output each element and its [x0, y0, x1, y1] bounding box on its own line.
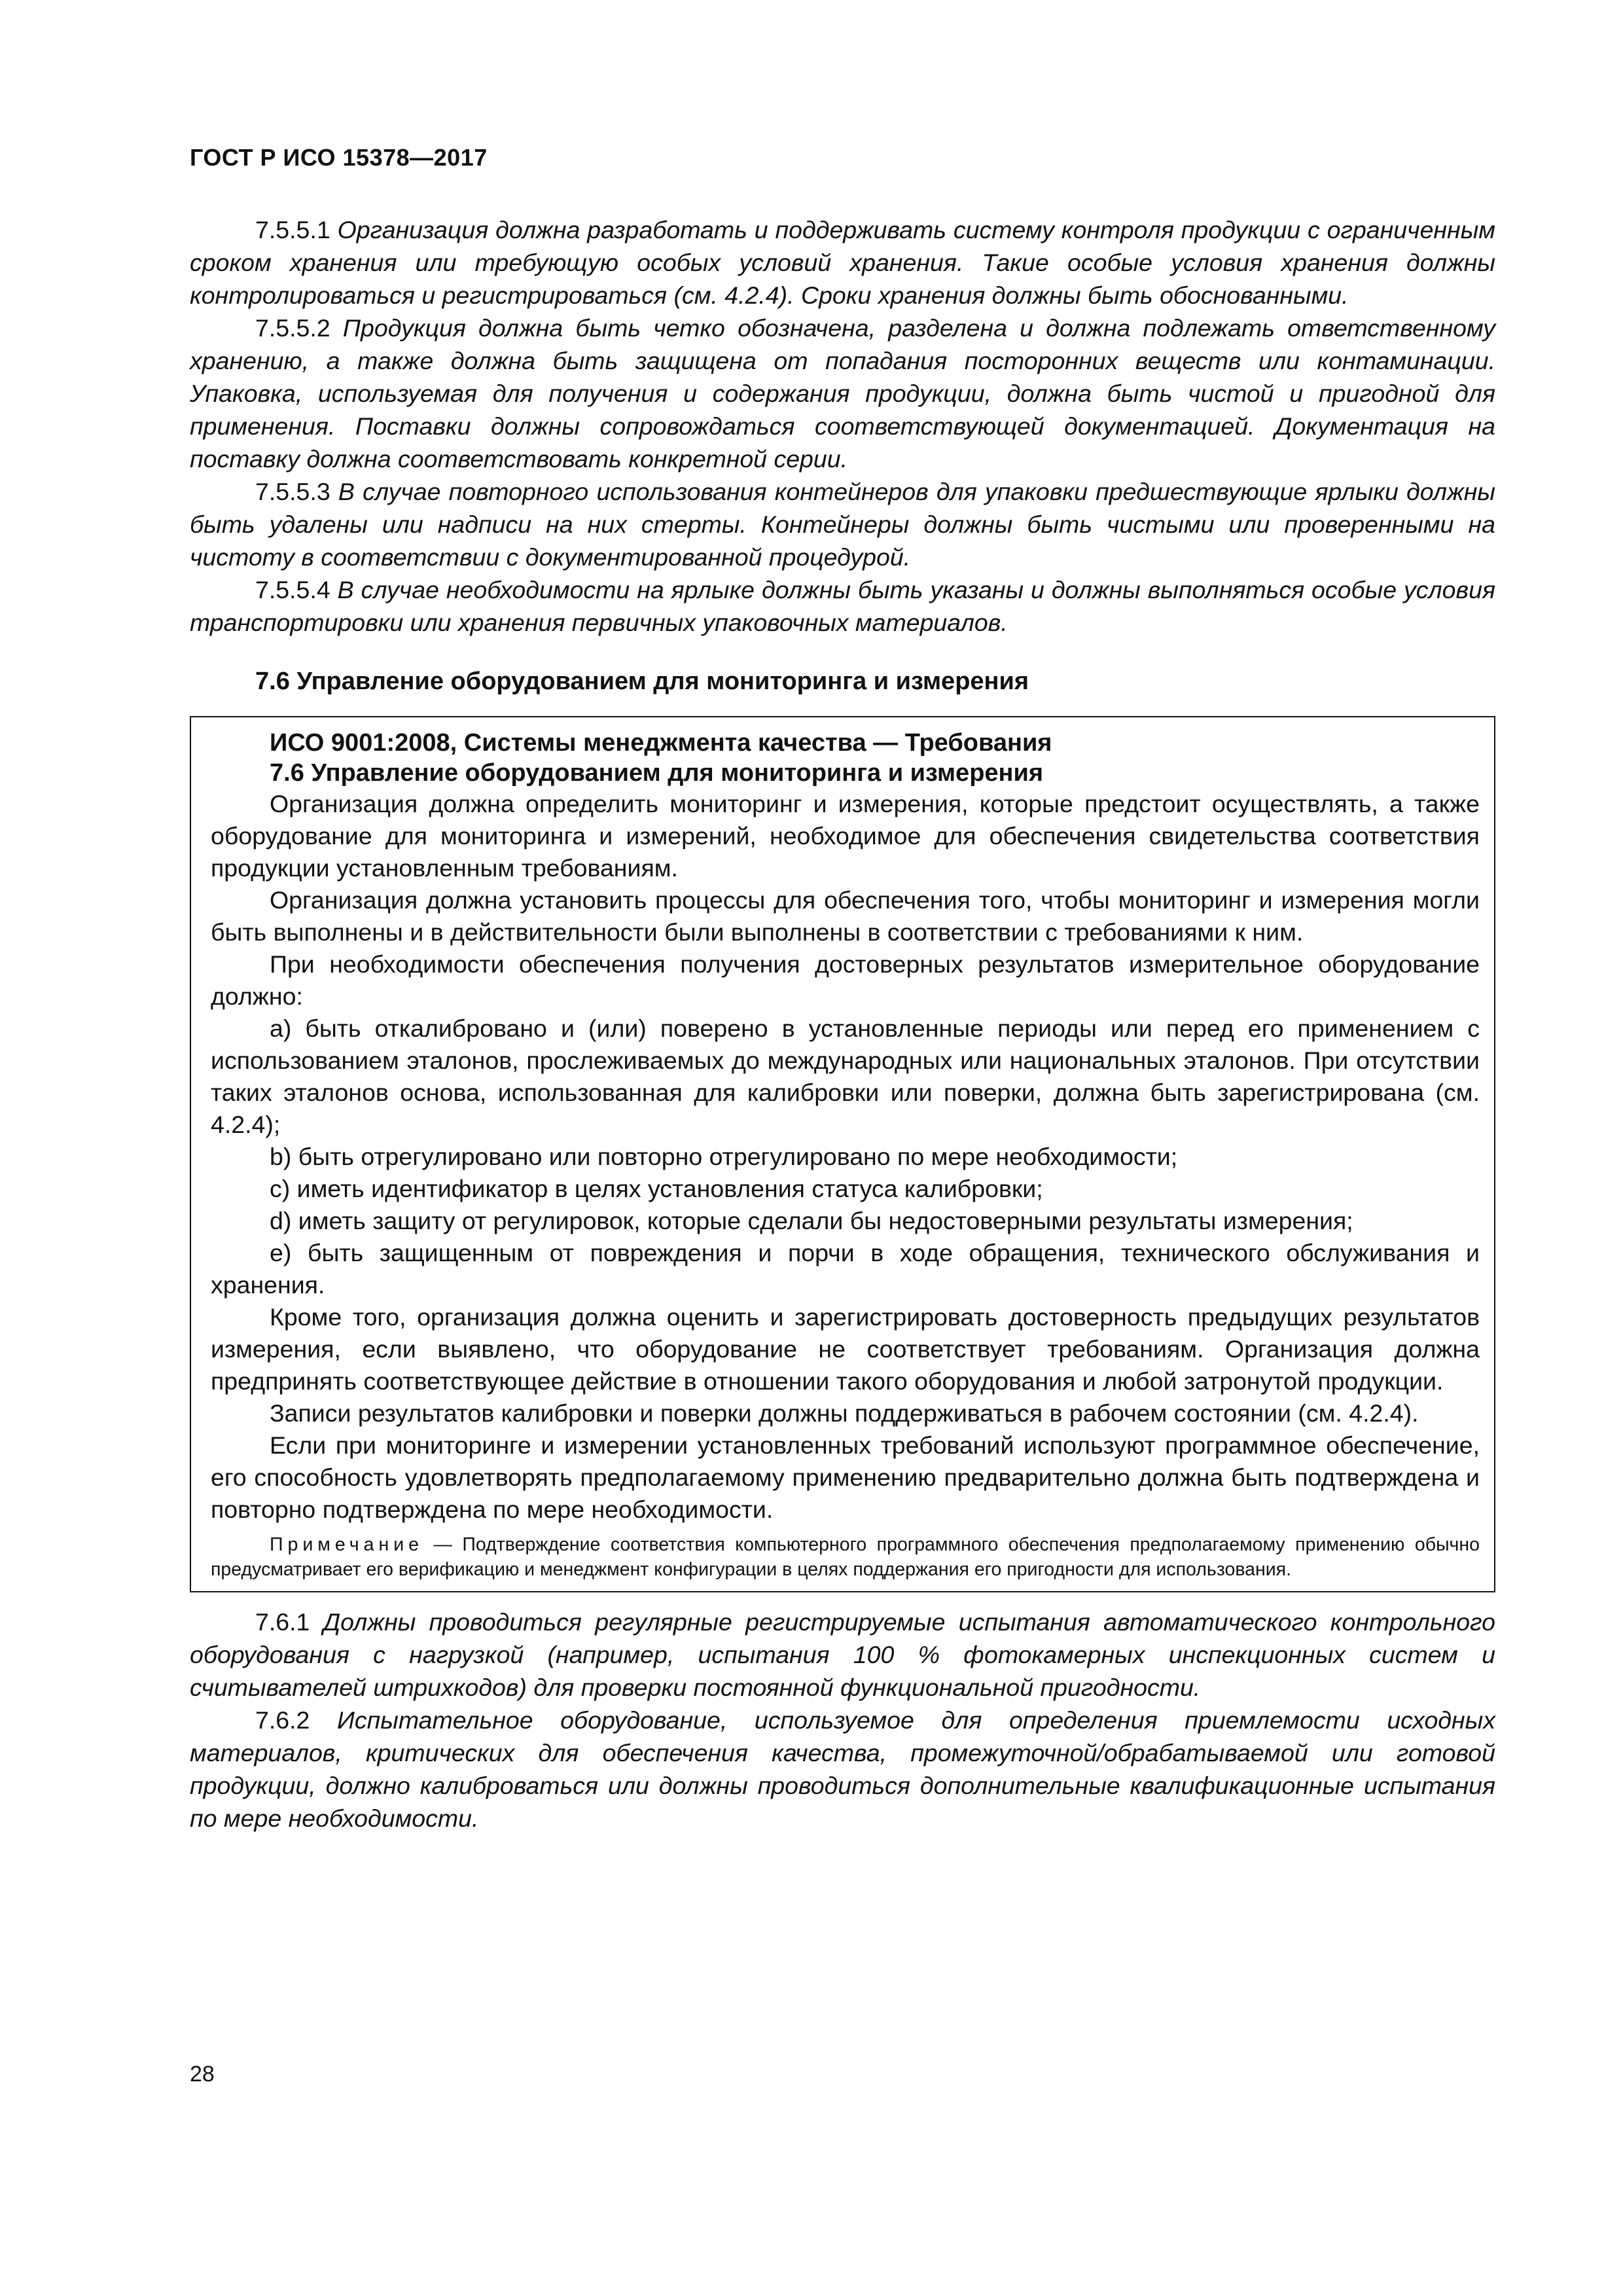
clause-text: Испытательное оборудование, используемое для определения приемлемости исходных материалов, критических для обеспечения качества, промежуточной/обрабатываемой или готовой продукции, должно калиброваться или должны проводиться дополнительные квалификационные испытания по мере необходимости. — [190, 1706, 1496, 1832]
quote-list-item: e) быть защищенным от повреждения и порчи в ходе обращения, технического обслуживания и хранения. — [211, 1239, 1480, 1299]
quote-list-item: c) иметь идентификатор в целях установления статуса калибровки; — [270, 1175, 1043, 1202]
clause-number: 7.5.5.2 — [255, 314, 330, 342]
quote-paragraph: Организация должна установить процессы для обеспечения того, чтобы мониторинг и измерения могли быть выполнены и в действительности были выполнены в соответствии с требованиями к ним. — [211, 886, 1480, 946]
paragraph-7-6-1 — [190, 1605, 1495, 1704]
clause-text: В случае повторного использования контейнеров для упаковки предшествующие ярлыки должны быть удалены или надписи на них стерты. Контейнеры должны быть чистыми или проверенными на чистоту в соответствии с документированной процедурой. — [190, 478, 1495, 571]
quote-box-subtitle: 7.6 Управление оборудованием для мониторинга и измерения — [270, 759, 1044, 787]
paragraph-7-5-5-4 — [190, 573, 1495, 639]
page-number: 28 — [190, 2062, 215, 2087]
clause-number: 7.5.5.1 — [255, 216, 330, 243]
clause-text: Организация должна разработать и поддерживать систему контроля продукции с ограниченным сроком хранения или требующую особых условий хранения. Такие особые условия хранения должны контролироваться и регистрироваться (см. 4.2.4). Сроки хранения должны быть обоснованными. — [190, 216, 1495, 309]
clause-number: 7.6.1 — [255, 1608, 310, 1636]
clause-text: В случае необходимости на ярлыке должны быть указаны и должны выполняться особые условия транспортировки или хранения первичных упаковочных материалов. — [190, 576, 1495, 636]
quote-box-title: ИСО 9001:2008, Системы менеджмента качества — Требования — [270, 729, 1052, 757]
iso-9001-quote-box — [190, 716, 1495, 1592]
paragraph-7-5-5-3 — [190, 475, 1495, 573]
clause-text: Продукция должна быть четко обозначена, разделена и должна подлежать ответственному хранению, а также должна быть защищена от попадания посторонних веществ или контаминации. Упаковка, используемая для получения и содержания продукции, должна быть чистой и пригодной для применения. Поставки должны сопровождаться соответствующей документацией. Документация на поставку должна соответствовать конкретной серии. — [190, 314, 1496, 473]
quote-paragraph: При необходимости обеспечения получения достоверных результатов измерительное оборудование должно: — [211, 950, 1480, 1010]
note-text: — Подтверждение соответствия компьютерного программного обеспечения предполагаемому применению обычно предусматривает его верификацию и менеджмент конфигурации в целях поддержания его пригодности для использования. — [211, 1534, 1480, 1580]
clause-number: 7.5.5.3 — [255, 478, 330, 505]
section-heading-7-6: 7.6 Управление оборудованием для мониторинга и измерения — [255, 668, 1029, 695]
quote-list-item: b) быть отрегулировано или повторно отрегулировано по мере необходимости; — [270, 1143, 1178, 1170]
section-7-6-clauses — [190, 1605, 1495, 1835]
quote-paragraph: Записи результатов калибровки и поверки должны поддерживаться в рабочем состоянии (см. 4.2.4). — [270, 1399, 1419, 1427]
note-label: Примечание — [270, 1534, 423, 1555]
quote-list-item: d) иметь защиту от регулировок, которые сделали бы недостоверными результаты измерения; — [270, 1207, 1353, 1234]
quote-note — [211, 1532, 1480, 1582]
quote-paragraph: Организация должна определить мониторинг и измерения, которые предстоит осуществлять, а также оборудование для мониторинга и измерений, необходимое для обеспечения свидетельства соответствия продукции установленным требованиям. — [211, 790, 1480, 882]
document-header: ГОСТ Р ИСО 15378—2017 — [190, 144, 488, 171]
paragraph-7-5-5-1 — [190, 213, 1495, 312]
clause-text: Должны проводиться регулярные регистрируемые испытания автоматического контрольного оборудования с нагрузкой (например, испытания 100 % фотокамерных инспекционных систем и считывателей штрихкодов) для проверки постоянной функциональной пригодности. — [190, 1608, 1496, 1701]
paragraph-7-5-5-2 — [190, 312, 1495, 475]
paragraph-7-6-2 — [190, 1704, 1495, 1835]
quote-paragraph: Кроме того, организация должна оценить и зарегистрировать достоверность предыдущих результатов измерения, если выявлено, что оборудование не соответствует требованиям. Организация должна предпринять соответствующее действие в отношении такого оборудования и любой затронутой продукции. — [211, 1303, 1480, 1395]
document-page — [190, 144, 1495, 1835]
clause-number: 7.6.2 — [255, 1706, 310, 1734]
quote-paragraph: Если при мониторинге и измерении установленных требований используют программное обеспечение, его способность удовлетворять предполагаемому применению предварительно должна быть подтверждена и повторно подтверждена по мере необходимости. — [211, 1431, 1480, 1523]
clause-number: 7.5.5.4 — [255, 576, 330, 603]
quote-list-item: a) быть откалибровано и (или) поверено в установленные периоды или перед его применением с использованием эталонов, прослеживаемых до международных или национальных эталонов. При отсутствии таких эталонов основа, использованная для калибровки или поверки, должна быть зарегистрирована (см. 4.2.4); — [211, 1014, 1480, 1138]
